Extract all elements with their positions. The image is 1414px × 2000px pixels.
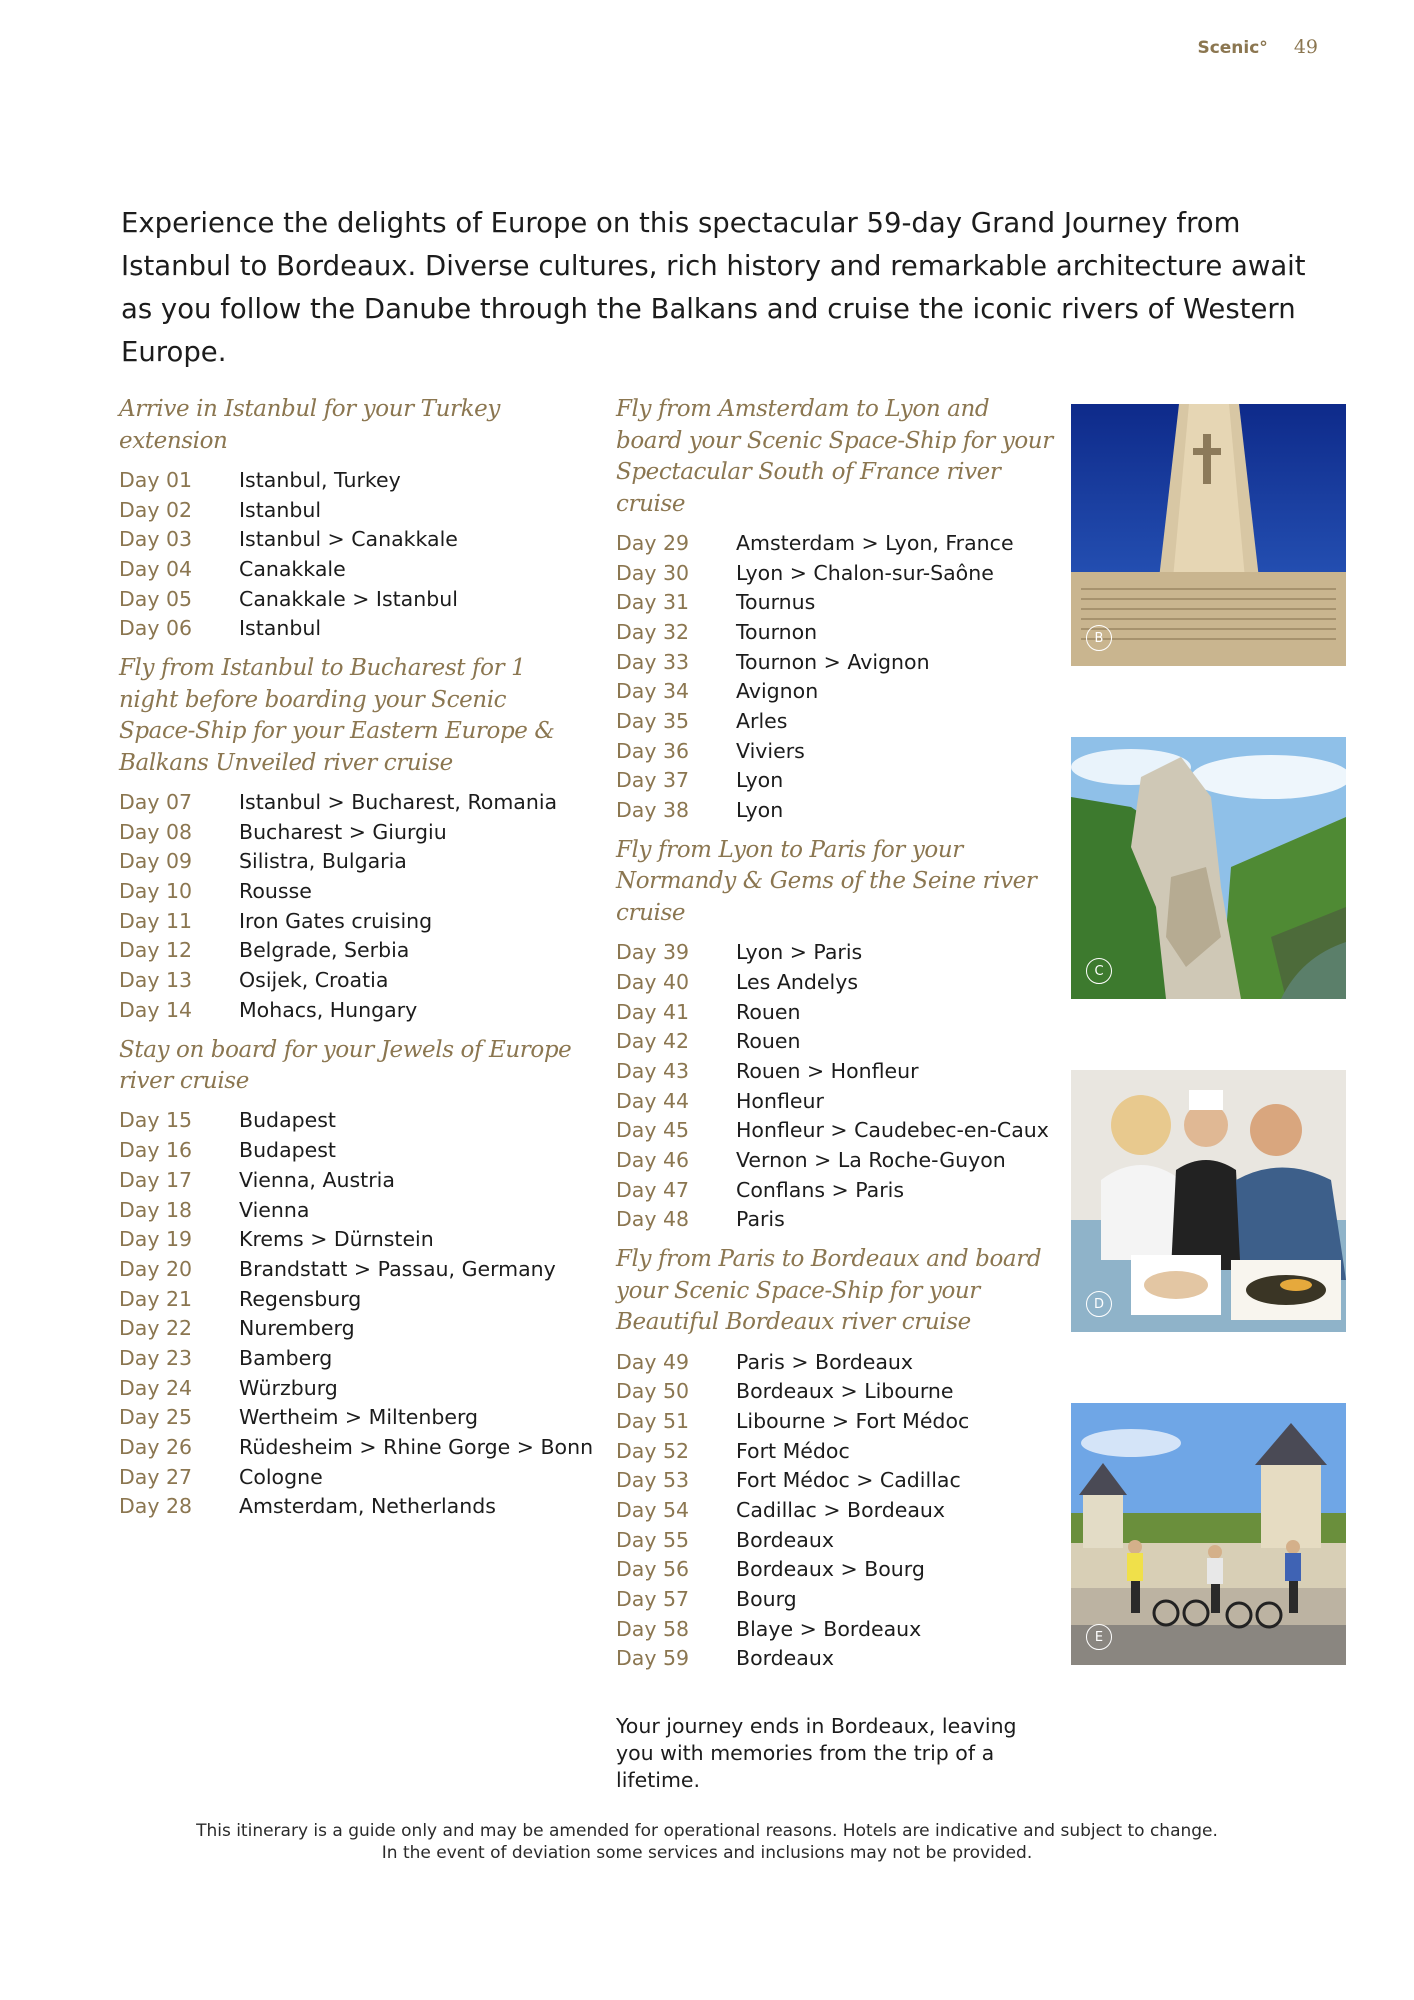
day-label: Day 32 — [616, 619, 690, 644]
day-label: Day 48 — [616, 1207, 690, 1232]
day-place: Regensburg — [239, 1286, 362, 1311]
day-row — [616, 558, 1056, 588]
day-row — [119, 554, 589, 584]
day-place: Würzburg — [239, 1375, 338, 1400]
day-place: Tournus — [736, 590, 816, 615]
day-label: Day 58 — [616, 1616, 690, 1641]
itinerary-section — [616, 394, 1056, 825]
day-row — [616, 1614, 1056, 1644]
day-row — [119, 1135, 589, 1165]
day-place: Tournon — [736, 619, 818, 644]
day-place: Lyon > Paris — [736, 940, 863, 965]
day-label: Day 43 — [616, 1058, 690, 1083]
day-row — [119, 1224, 589, 1254]
day-place: Vienna — [239, 1197, 310, 1222]
day-place: Les Andelys — [736, 969, 859, 994]
day-label: Day 22 — [119, 1316, 193, 1341]
day-row — [616, 1466, 1056, 1496]
day-place: Rousse — [239, 879, 312, 904]
section-heading: Fly from Istanbul to Bucharest for 1 night before boarding your Scenic Space-Ship for your Eastern Europe & Balkans Unveiled river cruise — [119, 655, 555, 776]
day-place: Istanbul — [239, 497, 322, 522]
day-row — [616, 706, 1056, 736]
itinerary-section — [119, 1035, 594, 1522]
day-label: Day 36 — [616, 738, 690, 763]
day-row — [119, 1106, 589, 1136]
section-heading: Fly from Lyon to Paris for your Normandy & Gems of the Seine river cruise — [616, 836, 1037, 926]
day-label: Day 24 — [119, 1375, 193, 1400]
day-row — [119, 1492, 589, 1522]
day-place: Lyon — [736, 768, 784, 793]
day-label: Day 44 — [616, 1088, 690, 1113]
day-row — [616, 528, 1056, 558]
photo-badge: C — [1086, 958, 1112, 984]
photo-badge: D — [1086, 1291, 1112, 1317]
day-label: Day 31 — [616, 590, 690, 615]
itinerary-section — [616, 1244, 1056, 1673]
day-place: Istanbul, Turkey — [239, 467, 401, 492]
day-place: Bordeaux > Bourg — [736, 1557, 925, 1582]
footer-disclaimer — [0, 1820, 1414, 1864]
day-place: Bamberg — [239, 1345, 333, 1370]
brand-logo: Scenic° — [1197, 38, 1268, 58]
day-row — [119, 1343, 589, 1373]
intro-paragraph: Experience the delights of Europe on this spectacular 59-day Grand Journey from Istanbul to Bordeaux. Diverse cultures, rich history and remarkable architecture await as you follow the Danube through the Balkans and cruise the iconic rivers of Western Europe. — [121, 207, 1306, 368]
section-heading: Stay on board for your Jewels of Europe river cruise — [119, 1036, 572, 1095]
day-row — [616, 1026, 1056, 1056]
page-number: 49 — [1293, 36, 1318, 58]
day-place: Lyon — [736, 798, 784, 823]
day-place: Rüdesheim > Rhine Gorge > Bonn — [239, 1435, 594, 1460]
day-place: Honfleur > Caudebec-en-Caux — [736, 1118, 1049, 1143]
day-label: Day 03 — [119, 527, 193, 552]
day-row — [616, 1555, 1056, 1585]
day-place: Vienna, Austria — [239, 1167, 395, 1192]
day-row — [119, 847, 589, 877]
day-place: Amsterdam > Lyon, France — [736, 530, 1014, 555]
day-row — [119, 906, 589, 936]
day-place: Canakkale > Istanbul — [239, 586, 458, 611]
day-label: Day 40 — [616, 969, 690, 994]
day-row — [119, 817, 589, 847]
day-row — [119, 995, 589, 1025]
chateau-cyclists-photo — [1071, 1403, 1346, 1665]
day-row — [119, 1254, 589, 1284]
day-label: Day 37 — [616, 768, 690, 793]
day-label: Day 49 — [616, 1349, 690, 1374]
footer-line-1: This itinerary is a guide only and may be amended for operational reasons. Hotels are indicative and subject to change. — [196, 1821, 1218, 1841]
day-place: Tournon > Avignon — [736, 649, 930, 674]
day-place: Paris — [736, 1207, 785, 1232]
page-header — [1197, 36, 1318, 58]
day-label: Day 18 — [119, 1197, 193, 1222]
day-row — [119, 1284, 589, 1314]
day-row — [119, 1195, 589, 1225]
day-label: Day 19 — [119, 1227, 193, 1252]
day-place: Rouen — [736, 1029, 801, 1054]
day-label: Day 02 — [119, 497, 193, 522]
day-row — [616, 676, 1056, 706]
day-row — [119, 965, 589, 995]
day-label: Day 11 — [119, 908, 193, 933]
day-label: Day 59 — [616, 1646, 690, 1671]
day-place: Iron Gates cruising — [239, 908, 433, 933]
day-row — [119, 936, 589, 966]
day-label: Day 20 — [119, 1256, 193, 1281]
day-label: Day 29 — [616, 530, 690, 555]
day-label: Day 16 — [119, 1138, 193, 1163]
day-row — [119, 465, 589, 495]
day-row — [616, 1525, 1056, 1555]
rock-sculpture-photo — [1071, 737, 1346, 999]
day-place: Canakkale — [239, 556, 346, 581]
day-label: Day 08 — [119, 819, 193, 844]
day-row — [119, 495, 589, 525]
day-place: Nuremberg — [239, 1316, 355, 1341]
day-place: Lyon > Chalon-sur-Saône — [736, 560, 994, 585]
day-label: Day 12 — [119, 938, 193, 963]
section-heading: Fly from Paris to Bordeaux and board your Scenic Space-Ship for your Beautiful Bordeaux river cruise — [616, 1246, 1042, 1336]
day-place: Bourg — [736, 1587, 797, 1612]
day-place: Wertheim > Miltenberg — [239, 1405, 479, 1430]
day-row — [119, 1373, 589, 1403]
day-label: Day 09 — [119, 849, 193, 874]
day-label: Day 38 — [616, 798, 690, 823]
day-place: Silistra, Bulgaria — [239, 849, 407, 874]
day-label: Day 21 — [119, 1286, 193, 1311]
day-label: Day 04 — [119, 556, 193, 581]
day-row — [616, 1086, 1056, 1116]
day-label: Day 53 — [616, 1468, 690, 1493]
day-place: Bordeaux — [736, 1527, 834, 1552]
day-label: Day 07 — [119, 789, 193, 814]
footer-line-2: In the event of deviation some services and inclusions may not be provided. — [381, 1843, 1033, 1863]
day-label: Day 57 — [616, 1587, 690, 1612]
day-row — [119, 1432, 594, 1462]
day-row — [616, 647, 1056, 677]
section-heading: Fly from Amsterdam to Lyon and board your Scenic Space-Ship for your Spectacular South of France river cruise — [616, 396, 1053, 517]
day-place: Istanbul > Canakkale — [239, 527, 458, 552]
day-place: Amsterdam, Netherlands — [239, 1494, 496, 1519]
day-place: Istanbul — [239, 616, 322, 641]
day-row — [616, 1056, 1056, 1086]
day-row — [616, 967, 1056, 997]
day-label: Day 46 — [616, 1148, 690, 1173]
day-label: Day 30 — [616, 560, 690, 585]
memorial-photo — [1071, 404, 1346, 666]
day-place: Krems > Dürnstein — [239, 1227, 434, 1252]
itinerary-column-left — [119, 394, 594, 1531]
day-row — [616, 1347, 1056, 1377]
day-place: Mohacs, Hungary — [239, 997, 418, 1022]
day-place: Budapest — [239, 1138, 336, 1163]
day-place: Bordeaux — [736, 1646, 834, 1671]
day-place: Blaye > Bordeaux — [736, 1616, 922, 1641]
day-place: Fort Médoc — [736, 1438, 850, 1463]
section-heading: Arrive in Istanbul for your Turkey extension — [119, 396, 500, 454]
day-place: Fort Médoc > Cadillac — [736, 1468, 961, 1493]
day-label: Day 51 — [616, 1408, 690, 1433]
day-label: Day 17 — [119, 1167, 193, 1192]
day-row — [616, 1205, 1056, 1235]
day-label: Day 54 — [616, 1498, 690, 1523]
day-place: Conflans > Paris — [736, 1177, 905, 1202]
day-place: Rouen — [736, 999, 801, 1024]
day-label: Day 23 — [119, 1345, 193, 1370]
day-label: Day 47 — [616, 1177, 690, 1202]
day-label: Day 50 — [616, 1379, 690, 1404]
day-row — [119, 787, 589, 817]
day-label: Day 34 — [616, 679, 690, 704]
day-place: Avignon — [736, 679, 819, 704]
day-place: Cadillac > Bordeaux — [736, 1498, 946, 1523]
day-row — [616, 766, 1056, 796]
day-label: Day 55 — [616, 1527, 690, 1552]
day-row — [119, 1403, 589, 1433]
day-label: Day 56 — [616, 1557, 690, 1582]
day-place: Arles — [736, 708, 788, 733]
day-row — [616, 997, 1056, 1027]
day-label: Day 39 — [616, 940, 690, 965]
day-row — [119, 524, 589, 554]
day-label: Day 42 — [616, 1029, 690, 1054]
day-row — [616, 617, 1056, 647]
day-row — [119, 584, 589, 614]
day-row — [616, 736, 1056, 766]
day-label: Day 15 — [119, 1108, 193, 1133]
day-place: Bucharest > Giurgiu — [239, 819, 447, 844]
day-label: Day 14 — [119, 997, 193, 1022]
day-place: Libourne > Fort Médoc — [736, 1408, 970, 1433]
day-label: Day 10 — [119, 879, 193, 904]
cooking-class-photo — [1071, 1070, 1346, 1332]
day-row — [616, 1145, 1056, 1175]
day-label: Day 28 — [119, 1494, 193, 1519]
day-place: Brandstatt > Passau, Germany — [239, 1256, 556, 1281]
day-place: Osijek, Croatia — [239, 968, 389, 993]
day-label: Day 52 — [616, 1438, 690, 1463]
day-place: Bordeaux > Libourne — [736, 1379, 954, 1404]
day-place: Istanbul > Bucharest, Romania — [239, 789, 558, 814]
day-row — [616, 1376, 1056, 1406]
closing-text: Your journey ends in Bordeaux, leaving you with memories from the trip of a lifetime. — [616, 1714, 1017, 1793]
day-place: Belgrade, Serbia — [239, 938, 410, 963]
day-row — [119, 1462, 589, 1492]
day-row — [616, 1116, 1056, 1146]
itinerary-section — [616, 835, 1056, 1234]
day-row — [119, 876, 589, 906]
day-label: Day 45 — [616, 1118, 690, 1143]
day-place: Vernon > La Roche-Guyon — [736, 1148, 1006, 1173]
day-row — [119, 1313, 589, 1343]
day-row — [616, 795, 1056, 825]
day-row — [616, 1495, 1056, 1525]
day-place: Viviers — [736, 738, 805, 763]
day-row — [616, 1584, 1056, 1614]
day-label: Day 26 — [119, 1435, 193, 1460]
day-label: Day 33 — [616, 649, 690, 674]
day-place: Honfleur — [736, 1088, 824, 1113]
day-label: Day 13 — [119, 968, 193, 993]
day-place: Paris > Bordeaux — [736, 1349, 914, 1374]
itinerary-section — [119, 653, 589, 1025]
day-place: Cologne — [239, 1464, 323, 1489]
day-label: Day 06 — [119, 616, 193, 641]
day-place: Rouen > Honfleur — [736, 1058, 919, 1083]
photo-badge: E — [1086, 1624, 1112, 1650]
photo-badge: B — [1086, 625, 1112, 651]
day-place: Budapest — [239, 1108, 336, 1133]
day-label: Day 35 — [616, 708, 690, 733]
day-label: Day 25 — [119, 1405, 193, 1430]
day-row — [616, 1175, 1056, 1205]
itinerary-column-right — [616, 394, 1056, 1794]
day-row — [616, 937, 1056, 967]
day-label: Day 01 — [119, 467, 193, 492]
day-row — [119, 1165, 589, 1195]
day-label: Day 05 — [119, 586, 193, 611]
day-row — [616, 1436, 1056, 1466]
day-row — [616, 1406, 1056, 1436]
day-label: Day 41 — [616, 999, 690, 1024]
day-row — [616, 1644, 1056, 1674]
itinerary-section — [119, 394, 589, 643]
day-label: Day 27 — [119, 1464, 193, 1489]
day-row — [616, 587, 1056, 617]
day-row — [119, 613, 589, 643]
